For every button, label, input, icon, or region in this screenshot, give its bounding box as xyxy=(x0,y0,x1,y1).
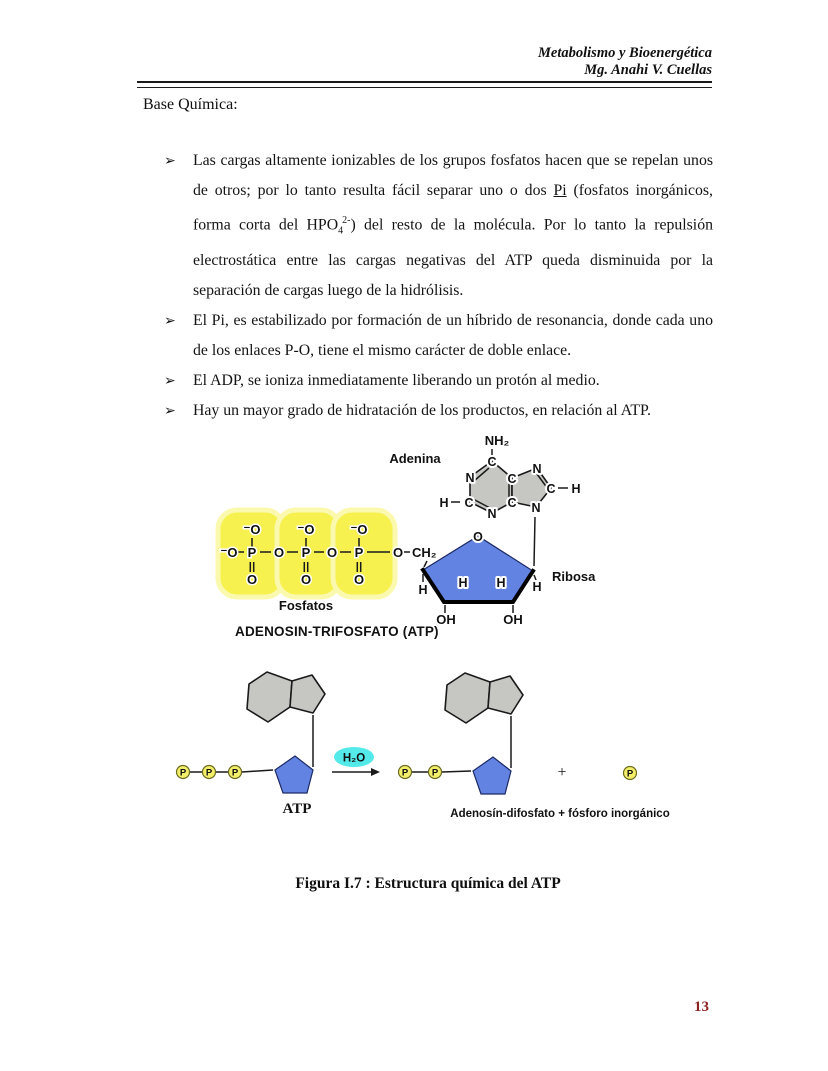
o-minus-label: ⁻O xyxy=(243,522,261,537)
adenine-pentagon-shape xyxy=(290,675,325,713)
ch2-label: CH₂ xyxy=(412,545,437,560)
fosfatos-label: Fosfatos xyxy=(278,598,334,613)
atom-label: C xyxy=(507,496,517,510)
o-minus-label: ⁻O xyxy=(297,522,315,537)
atom-label: C xyxy=(487,455,497,469)
plus-sign: + xyxy=(557,764,567,781)
adp-shapes xyxy=(445,673,523,794)
header-double-rule xyxy=(137,81,712,88)
phosphate-letter: P xyxy=(205,767,213,779)
list-item xyxy=(164,306,713,366)
atom-label: H xyxy=(496,576,506,590)
bullet-1-text-b: (fosfatos inorgánicos, forma corta del HPO xyxy=(193,182,713,234)
oxygen-label: O xyxy=(273,545,285,560)
atom-label: N xyxy=(465,471,475,485)
h2o-label: H₂O xyxy=(342,752,366,765)
phosphorus-label: P xyxy=(354,545,364,560)
atom-label: N xyxy=(487,507,497,521)
ribose-pentagon-shape xyxy=(473,757,511,794)
adenina-label: Adenina xyxy=(389,451,441,466)
phosphate-letter: P xyxy=(626,768,634,780)
list-item xyxy=(164,366,713,396)
products-label: Adenosín-difosfato + fósforo inorgánico xyxy=(450,808,670,820)
reaction-arrow-group xyxy=(332,747,380,776)
phosphate-letter: P xyxy=(431,767,439,779)
atp-structure-figure xyxy=(180,420,640,650)
ribosa-label: Ribosa xyxy=(552,569,596,584)
adp-molecule xyxy=(399,673,524,794)
ribose-pentagon-shape xyxy=(275,756,313,793)
o-minus-label: ⁻O xyxy=(350,522,368,537)
atp-structure-caption: ADENOSIN-TRIFOSFATO (ATP) xyxy=(235,624,439,639)
bullet-text: El ADP, se ioniza inmediatamente liberando un protón al medio. xyxy=(193,372,600,390)
atom-label: C xyxy=(507,472,517,486)
atom-label: N xyxy=(531,501,541,515)
adenine-hexagon-shape xyxy=(445,673,490,723)
bullet-marker-icon: ➢ xyxy=(164,373,176,390)
bullet-1-text-c: ) del resto de la molécula. Por lo tanto la repulsión electrostática entre las cargas negativas del ATP queda disminuida por la separación de cargas luego de la hidrólisis. xyxy=(193,216,713,300)
ribose-ring xyxy=(418,530,541,627)
atp-label: ATP xyxy=(282,801,312,817)
bullet-marker-icon: ➢ xyxy=(164,313,176,330)
header-line-2: Mg. Anahi V. Cuellas xyxy=(584,61,712,78)
oxygen-label: O xyxy=(246,572,258,587)
o-minus-label: ⁻O xyxy=(220,545,238,560)
phosphorus-label: P xyxy=(247,545,257,560)
bullet-1-text-a: Las cargas altamente ionizables de los grupos fosfatos hacen que se repelan unos de otros; por lo tanto resulta fácil separar uno o dos xyxy=(193,152,713,199)
oxygen-label: O xyxy=(300,572,312,587)
page-number: 13 xyxy=(694,999,709,1015)
atom-label: N xyxy=(532,462,542,476)
bullet-list xyxy=(164,146,713,426)
atom-label: O xyxy=(473,530,483,544)
header-line-1: Metabolismo y Bioenergética xyxy=(538,45,712,61)
adenine-hexagon-shape xyxy=(247,672,292,722)
bullet-marker-icon: ➢ xyxy=(164,153,176,169)
atom-label: H xyxy=(418,583,428,597)
oxygen-label: O xyxy=(326,545,338,560)
adenine-pentagon-shape xyxy=(488,676,523,714)
atom-label: H xyxy=(458,576,468,590)
atp-hydrolysis-figure xyxy=(160,660,690,825)
phosphate-letter: P xyxy=(231,767,239,779)
atom-label: H xyxy=(571,482,581,496)
hpo4-superscript: 2- xyxy=(342,215,351,226)
phosphate-letter: P xyxy=(401,767,409,779)
bullet-text: Hay un mayor grado de hidratación de los productos, en relación al ATP. xyxy=(193,402,651,420)
section-heading: Base Química: xyxy=(143,96,238,113)
atom-label: C xyxy=(464,496,474,510)
atom-label: C xyxy=(546,482,556,496)
hydroxyl-label: OH xyxy=(503,612,523,627)
phosphate-letter: P xyxy=(179,767,187,779)
arrow-head-icon xyxy=(371,768,380,776)
oxygen-label: O xyxy=(392,545,404,560)
running-header xyxy=(538,45,712,78)
atp-molecule xyxy=(177,672,326,817)
atom-label: H xyxy=(532,580,542,594)
inorganic-phosphate xyxy=(624,767,637,780)
list-item xyxy=(164,146,713,306)
phosphorus-label: P xyxy=(301,545,311,560)
figure-caption: Figura I.7 : Estructura química del ATP xyxy=(295,875,561,892)
bullet-marker-icon: ➢ xyxy=(164,403,176,420)
atom-label: H xyxy=(439,496,449,510)
bullet-text: El Pi, es estabilizado por formación de un híbrido de resonancia, donde cada uno de los enlaces P-O, tiene el mismo carácter de doble enlace. xyxy=(193,312,713,360)
oxygen-label: O xyxy=(353,572,365,587)
nh2-label: NH₂ xyxy=(484,433,510,448)
hpo4-subscript: 4 xyxy=(338,225,344,237)
pi-underlined: Pi xyxy=(553,182,567,199)
hydroxyl-label: OH xyxy=(436,612,456,627)
bullet-text xyxy=(193,146,713,306)
